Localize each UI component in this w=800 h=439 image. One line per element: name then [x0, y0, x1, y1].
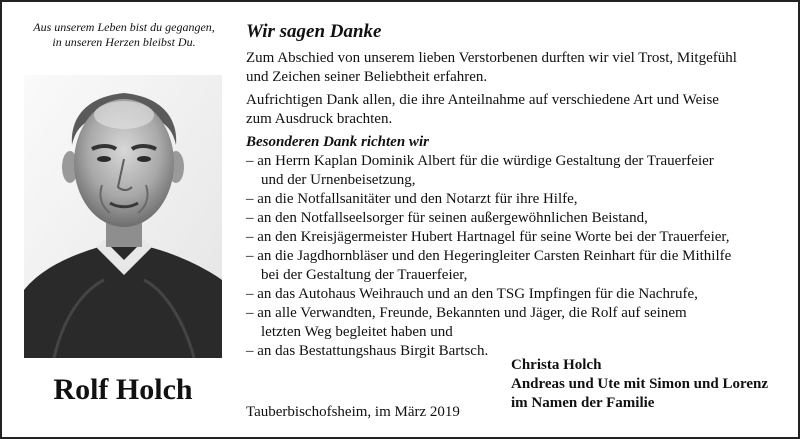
place-date: Tauberbischofsheim, im März 2019 [246, 404, 460, 420]
paragraph-1 [246, 49, 791, 87]
portrait-image [24, 75, 222, 358]
list-item: – an die Jagdhornbläser und den Hegeringleiter Carsten Reinhart für die Mithilfe [246, 248, 732, 264]
text-line: und Zeichen seiner Beliebtheit erfahren. [246, 69, 488, 85]
text-line: Zum Abschied von unserem lieben Verstorbenen durften wir viel Trost, Mitgefühl [246, 50, 737, 66]
portrait-photo [24, 75, 222, 358]
text-line: Aufrichtigen Dank allen, die ihre Anteilnahme auf verschiedene Art und Weise [246, 92, 719, 108]
list-item: – an den Notfallseelsorger für seinen außergewöhnlichen Beistand, [246, 210, 648, 226]
text-line: zum Ausdruck brachten. [246, 111, 393, 127]
thanks-list [246, 152, 791, 361]
list-item: – an Herrn Kaplan Dominik Albert für die würdige Gestaltung der Trauerfeier [246, 153, 714, 169]
heading: Wir sagen Danke [246, 21, 382, 42]
list-item: – an die Notfallsanitäter und den Notarzt für ihre Hilfe, [246, 191, 578, 207]
signature-line: Andreas und Ute mit Simon und Lorenz [511, 376, 768, 392]
family-signature [511, 356, 768, 413]
list-item-continuation: letzten Weg begleitet haben und [261, 324, 453, 340]
motto-line: in unseren Herzen bleibst Du. [52, 35, 196, 49]
list-item-continuation: bei der Gestaltung der Trauerfeier, [261, 267, 468, 283]
signature-line: im Namen der Familie [511, 395, 655, 411]
list-item-continuation: und der Urnenbeisetzung, [261, 172, 416, 188]
motto [22, 20, 226, 50]
motto-line: Aus unserem Leben bist du gegangen, [33, 20, 215, 34]
deceased-name: Rolf Holch [53, 373, 193, 406]
list-item: – an alle Verwandten, Freunde, Bekannten und Jäger, die Rolf auf seinem [246, 305, 687, 321]
list-item: – an das Autohaus Weihrauch und an den TSG Impfingen für die Nachrufe, [246, 286, 698, 302]
list-item: – an den Kreisjägermeister Hubert Hartnagel für seine Worte bei der Trauerfeier, [246, 229, 730, 245]
list-item: – an das Bestattungshaus Birgit Bartsch. [246, 343, 489, 359]
thank-you-text [246, 20, 791, 361]
signature-line: Christa Holch [511, 357, 602, 373]
subheading: Besonderen Dank richten wir [246, 134, 429, 150]
paragraph-2 [246, 91, 791, 129]
